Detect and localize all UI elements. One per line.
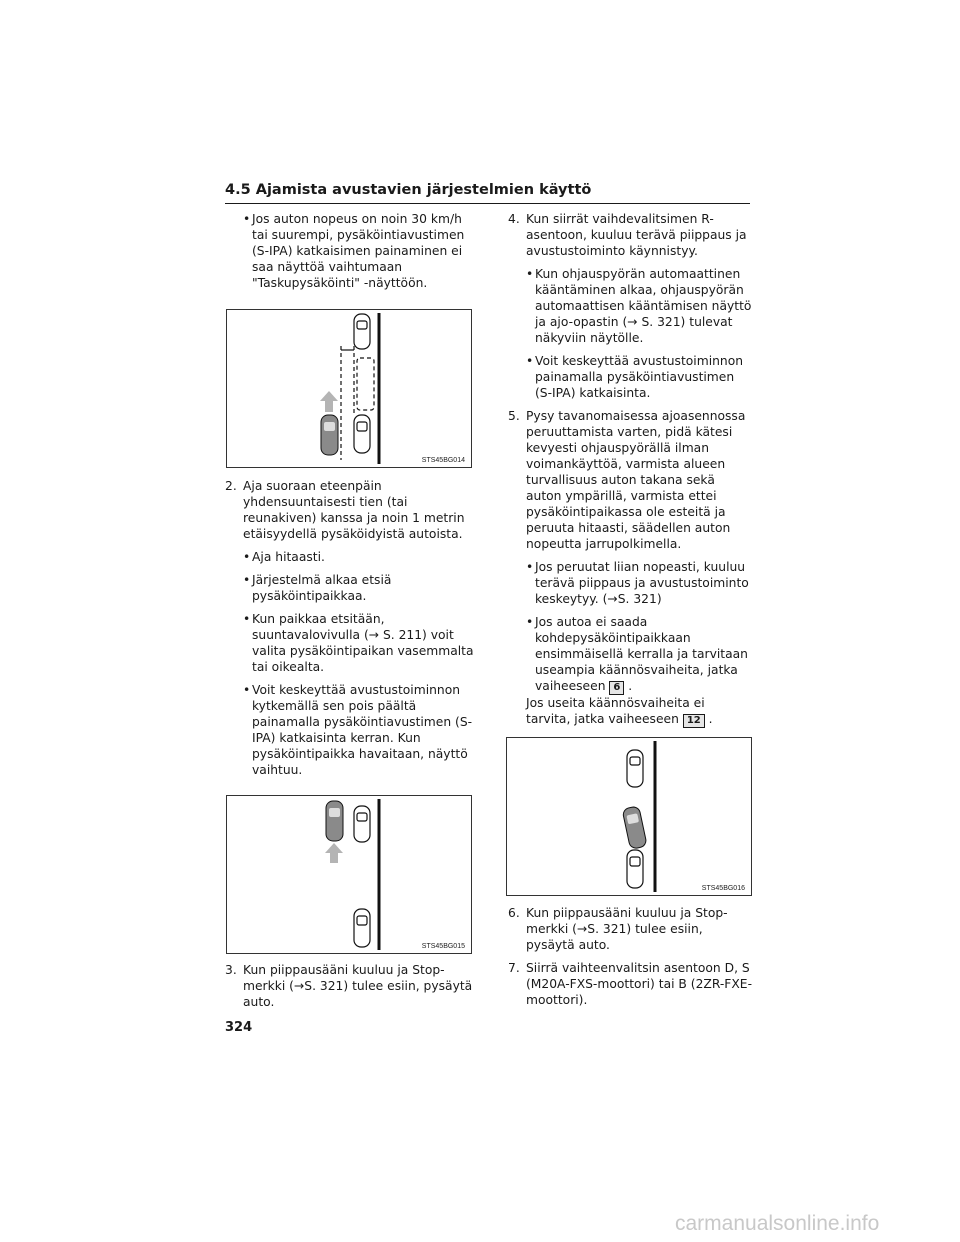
parking-diagram-3	[507, 738, 751, 895]
bullet-item: • Aja hitaasti.	[225, 549, 477, 565]
bullet-item: • Kun paikkaa etsitään, suuntavalovivulla (→ S. 211) voit valita pysäköintipaikan vasemmalta tai oikealta.	[225, 611, 477, 675]
step-text: Kun piippausääni kuuluu ja Stop-merkki (→S. 321) tulee esiin, pysäytä auto.	[526, 906, 728, 952]
step-number: 4.	[508, 212, 520, 226]
figure-sts45bg016	[506, 737, 752, 896]
step-text: Aja suoraan eteenpäin yhdensuuntaisesti tien (tai reunakiven) kanssa ja noin 1 metrin etäisyydellä pysäköidyistä autoista.	[243, 479, 465, 541]
step-6	[508, 905, 752, 953]
step-ref-6: 6	[609, 681, 624, 695]
figure-caption: STS45BG014	[421, 457, 465, 464]
step-3	[225, 962, 477, 1010]
figure-sts45bg014	[226, 309, 472, 468]
bullet-item: • Voit keskeyttää avustustoiminnon painamalla pysäköintiavustimen (S-IPA) katkaisinta.	[508, 353, 752, 401]
bullet-item: • Kun ohjauspyörän automaattinen kääntäminen alkaa, ohjauspyörän automaattisen kääntämisen näyttö ja ajo-opastin (→ S. 321) tulevat näkyviin näytölle.	[508, 266, 752, 346]
left-column-top	[225, 211, 477, 298]
step-number: 2.	[225, 479, 237, 493]
step-7	[508, 960, 752, 1008]
step-2	[225, 478, 477, 542]
bullet-item: • Voit keskeyttää avustustoiminnon kytkemällä sen pois päältä painamalla pysäköintiavustimen (S-IPA) katkaisinta kerran. Kun pysäköintipaikka havaitaan, näyttö vaihtuu.	[225, 682, 477, 778]
figure-caption: STS45BG016	[701, 885, 745, 892]
figure-sts45bg015	[226, 795, 472, 954]
right-column-bottom	[508, 905, 752, 1015]
step-text: Kun siirrät vaihdevalitsimen R-asentoon, kuuluu terävä piippaus ja avustustoiminto käynnistyy.	[526, 212, 747, 258]
step-number: 6.	[508, 906, 520, 920]
right-column-top	[508, 211, 752, 728]
bullet-item-with-ref: • Jos autoa ei saada kohdepysäköintipaikkaan ensimmäisellä kerralla ja tarvitaan useampia käännösvaiheita, jatka vaiheeseen 6 .	[508, 614, 752, 695]
page-number: 324	[225, 1020, 253, 1035]
step-5	[508, 408, 752, 552]
figure-caption: STS45BG015	[421, 943, 465, 950]
bullet-item: • Järjestelmä alkaa etsiä pysäköintipaikkaa.	[225, 572, 477, 604]
step-text: Pysy tavanomaisessa ajoasennossa peruuttamista varten, pidä kätesi kevyesti ohjauspyörällä ilman voimankäyttöä, varmista alueen turvallisuus auton takana sekä auton ympärillä, varmista ettei pysäköintipaikassa ole esteitä ja peruuta hitaasti, säädellen auton nopeutta jarrupolkimella.	[526, 409, 746, 551]
section-title: 4.5 Ajamista avustavien järjestelmien käyttö	[225, 182, 592, 198]
bullet-item: • Jos peruutat liian nopeasti, kuuluu terävä piippaus ja avustustoiminto keskeytyy. (→S. 321)	[508, 559, 752, 607]
note-with-ref: Jos useita käännösvaiheita ei tarvita, jatka vaiheeseen 12 .	[526, 696, 713, 726]
watermark: carmanualsonline.info	[675, 1212, 880, 1235]
bullet-intro: • Jos auton nopeus on noin 30 km/h tai suurempi, pysäköintiavustimen (S-IPA) katkaisimen painaminen ei saa näyttöä vaihtumaan "Taskupysäköinti" -näyttöön.	[225, 211, 477, 291]
parking-diagram-2	[227, 796, 471, 953]
left-column-middle	[225, 478, 477, 785]
step-ref-12: 12	[683, 714, 705, 728]
left-column-bottom	[225, 962, 477, 1017]
bullet-text: Jos autoa ei saada kohdepysäköintipaikkaan ensimmäisellä kerralla ja tarvitaan useampia käännösvaiheita, jatka vaiheeseen	[535, 615, 748, 693]
step-4	[508, 211, 752, 259]
step-text: Kun piippausääni kuuluu ja Stop-merkki (→S. 321) tulee esiin, pysäytä auto.	[243, 963, 473, 1009]
section-header	[225, 179, 750, 204]
step-text: Siirrä vaihteenvalitsin asentoon D, S (M20A-FXS-moottori) tai B (2ZR-FXE-moottori).	[526, 961, 753, 1007]
parking-diagram-1	[227, 310, 471, 467]
step-number: 3.	[225, 963, 237, 977]
step-number: 5.	[508, 409, 520, 423]
step-number: 7.	[508, 961, 520, 975]
note-text: Jos useita käännösvaiheita ei tarvita, jatka vaiheeseen	[526, 696, 705, 726]
